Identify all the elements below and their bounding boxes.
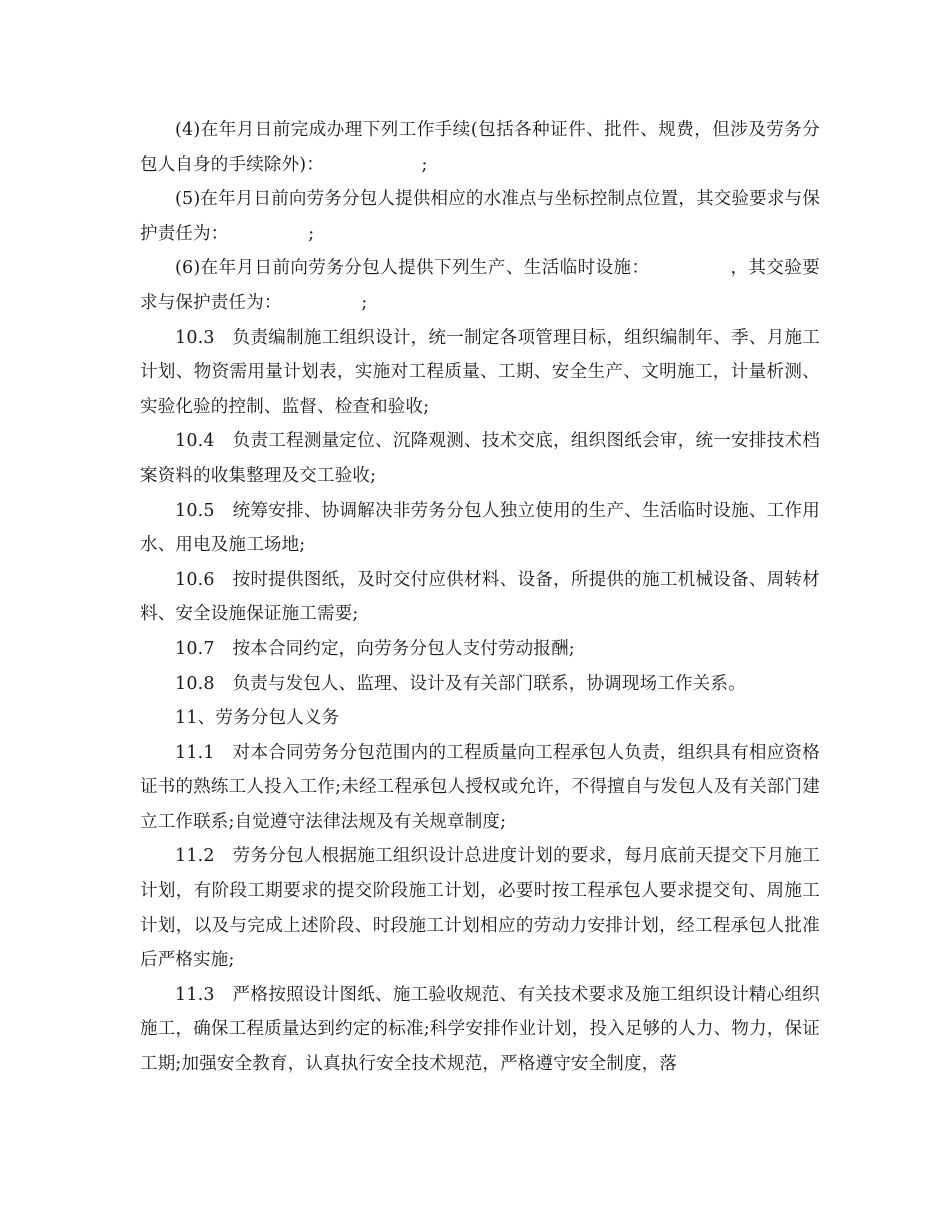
- clause-10-7: 10.7 按本合同约定，向劳务分包人支付劳动报酬;: [175, 638, 575, 659]
- clause-11-2: 11.2 劳务分包人根据施工组织设计总进度计划的要求，每月底前天提交下月施工计划，有阶段工期要求的提交阶段施工计划，必要时按工程承包人要求提交旬、周施工计划，以及与完成上述阶段、时段施工计划相应的劳动力安排计划，经工程承包人批准后严格实施;: [140, 846, 820, 971]
- clause-11-1: 11.1 对本合同劳务分包范围内的工程质量向工程承包人负责，组织具有相应资格证书的熟练工人投入工作;未经工程承包人授权或允许，不得擅自与发包人及有关部门建立工作联系;自觉遵守法律法规及有关规章制度;: [140, 742, 820, 832]
- clause-10-6: 10.6 按时提供图纸，及时交付应供材料、设备，所提供的施工机械设备、周转材料、安全设施保证施工需要;: [140, 569, 820, 625]
- paragraph-item-4: (4)在年月日前完成办理下列工作手续(包括各种证件、批件、规费，但涉及劳务分包人自身的手续除外)： ;: [140, 120, 820, 175]
- section-heading-11: 11、劳务分包人义务: [175, 708, 340, 729]
- paragraph-item-6: (6)在年月日前向劳务分包人提供下列生产、生活临时设施： ，其交验要求与保护责任为： ;: [140, 258, 820, 313]
- clause-10-3: 10.3 负责编制施工组织设计，统一制定各项管理目标，组织编制年、季、月施工计划、物资需用量计划表，实施对工程质量、工期、安全生产、文明施工，计量析测、实验化验的控制、监督、检查和验收;: [140, 327, 820, 417]
- clause-11-3: 11.3 严格按照设计图纸、施工验收规范、有关技术要求及施工组织设计精心组织施工，确保工程质量达到约定的标准;科学安排作业计划，投入足够的人力、物力，保证工期;加强安全教育，认真执行安全技术规范，严格遵守安全制度，落: [140, 984, 820, 1075]
- document-body: [140, 113, 820, 1082]
- clause-10-8: 10.8 负责与发包人、监理、设计及有关部门联系，协调现场工作关系。: [175, 673, 746, 694]
- paragraph-item-5: (5)在年月日前向劳务分包人提供相应的水准点与坐标控制点位置，其交验要求与保护责任为： ;: [140, 189, 820, 244]
- clause-10-5: 10.5 统筹安排、协调解决非劳务分包人独立使用的生产、生活临时设施、工作用水、用电及施工场地;: [140, 500, 820, 556]
- clause-10-4: 10.4 负责工程测量定位、沉降观测、技术交底，组织图纸会审，统一安排技术档案资料的收集整理及交工验收;: [140, 431, 820, 486]
